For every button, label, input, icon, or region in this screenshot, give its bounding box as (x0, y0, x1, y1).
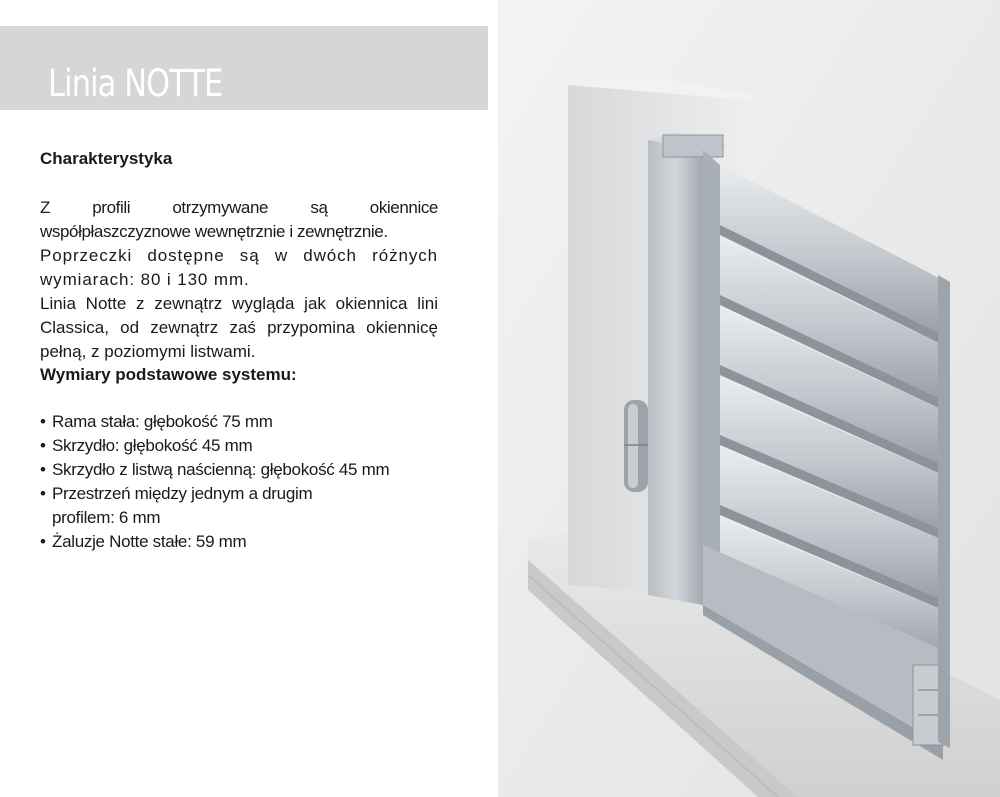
description-paragraph-1: Z profili otrzymywane są okiennice współpłaszczyznowe wewnętrznie i zewnętrznie. (40, 198, 438, 241)
sash-stile (703, 150, 720, 610)
description-paragraph-2: Poprzeczki dostępne są w dwóch różnych wymiarach: 80 i 130 mm. (40, 246, 438, 289)
dimension-text-continued: profilem: 6 mm (52, 508, 161, 527)
characteristics-heading: Charakterystyka (40, 149, 173, 168)
dimension-text: Żaluzje Notte stałe: 59 mm (52, 532, 247, 551)
dimension-item (40, 482, 438, 530)
hinge (624, 400, 648, 492)
dimension-item (40, 458, 438, 482)
description-paragraph-3: Linia Notte z zewnątrz wygląda jak okiennica lini Classica, od zewnątrz zaś przypomina okiennicę pełną, z poziomymi listwami. (40, 294, 438, 361)
dimension-text: Skrzydło: głębokość 45 mm (52, 436, 253, 455)
sash-edge-profile (938, 275, 950, 748)
dimension-text: Przestrzeń między jednym a drugim (52, 484, 313, 503)
dimensions-heading: Wymiary podstawowe systemu: (40, 365, 297, 384)
product-photo (498, 0, 1000, 797)
page-title: Linia NOTTE (48, 62, 223, 105)
content (40, 148, 438, 554)
dimension-item (40, 410, 438, 434)
characteristics-description (40, 196, 438, 364)
dimension-text: Rama stała: głębokość 75 mm (52, 412, 273, 431)
dimension-item (40, 434, 438, 458)
dimension-text: Skrzydło z listwą naścienną: głębokość 45 mm (52, 460, 390, 479)
shutter-illustration (498, 0, 1000, 797)
dimensions-list (40, 410, 438, 554)
dimension-item (40, 530, 438, 554)
text-panel (0, 0, 498, 797)
